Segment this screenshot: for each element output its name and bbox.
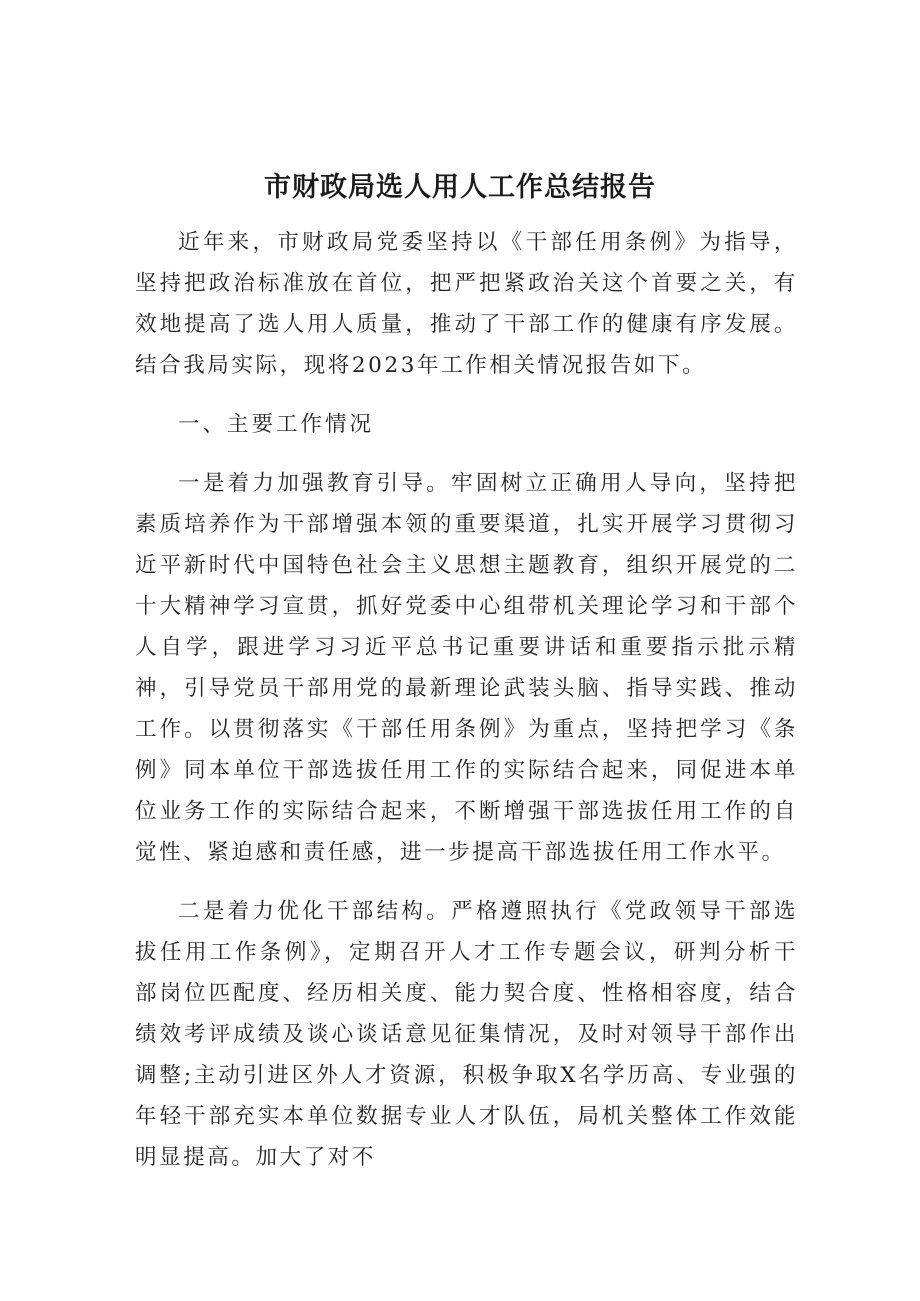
document-body bbox=[135, 222, 798, 1178]
intro-paragraph: 近年来，市财政局党委坚持以《干部任用条例》为指导，坚持把政治标准放在首位，把严把紧政治关这个首要之关，有效地提高了选人用人质量，推动了干部工作的健康有序发展。结合我局实际，现将2023年工作相关情况报告如下。 bbox=[135, 230, 798, 378]
body-paragraph-education: 一是着力加强教育引导。牢固树立正确用人导向，坚持把素质培养作为干部增强本领的重要渠道，扎实开展学习贯彻习近平新时代中国特色社会主义思想主题教育，组织开展党的二十大精神学习宣贯，抓好党委中心组带机关理论学习和干部个人自学，跟进学习习近平总书记重要讲话和重要指示批示精神，引导党员干部用党的最新理论武装头脑、指导实践、推动工作。以贯彻落实《干部任用条例》为重点，坚持把学习《条例》同本单位干部选拔任用工作的实际结合起来，同促进本单位业务工作的实际结合起来，不断增强干部选拔任用工作的自觉性、紧迫感和责任感，进一步提高干部选拔任用工作水平。 bbox=[135, 471, 798, 865]
body-paragraph-structure: 二是着力优化干部结构。严格遵照执行《党政领导干部选拔任用工作条例》，定期召开人才工作专题会议，研判分析干部岗位匹配度、经历相关度、能力契合度、性格相容度，结合绩效考评成绩及谈心谈话意见征集情况，及时对领导干部作出调整;主动引进区外人才资源，积极争取X名学历高、专业强的年轻干部充实本单位数据专业人才队伍，局机关整体工作效能明显提高。加大了对不 bbox=[135, 899, 798, 1170]
document-title: 市财政局选人用人工作总结报告 bbox=[264, 172, 656, 203]
section-heading: 一、主要工作情况 bbox=[178, 412, 375, 437]
